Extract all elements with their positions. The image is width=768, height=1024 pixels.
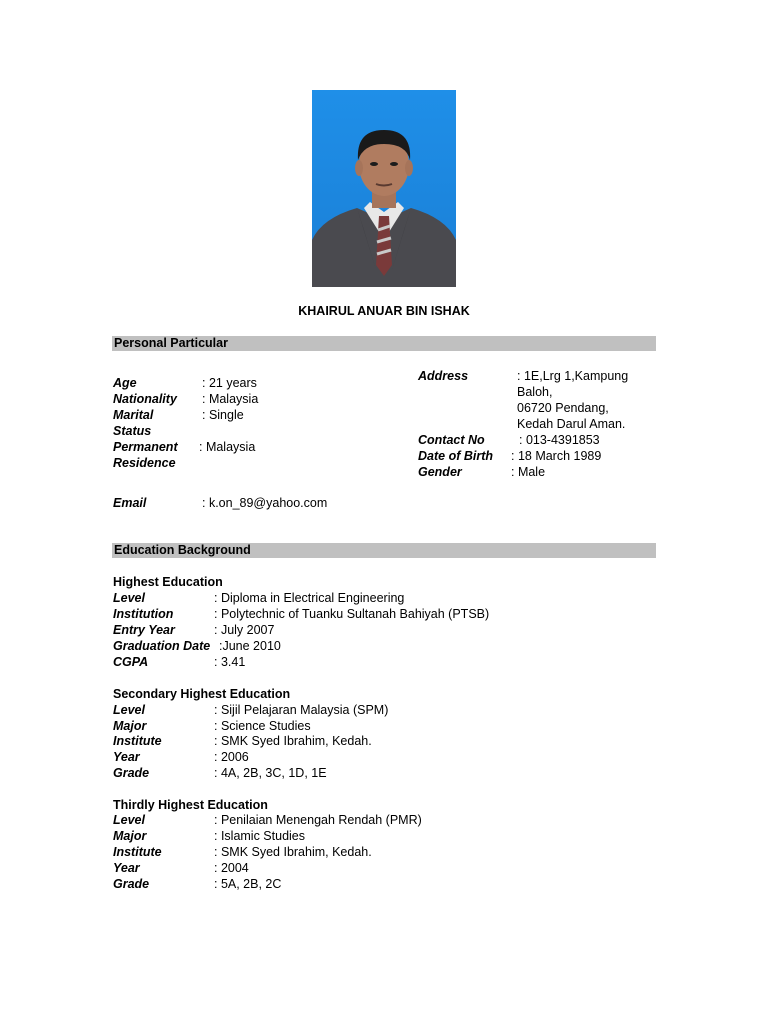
section-bar-personal (112, 336, 656, 351)
section-bar-education (112, 543, 656, 558)
marital-status-label: Marital (113, 408, 154, 422)
edu-row-label: Level (113, 703, 145, 717)
edu-row-value: : 2006 (214, 750, 249, 764)
edu-row-value: : SMK Syed Ibrahim, Kedah. (214, 734, 372, 748)
permanent-residence-value: : Malaysia (199, 440, 256, 454)
permanent-residence-label: Permanent (113, 440, 178, 454)
address-line: Baloh, (517, 385, 553, 399)
address-line: Kedah Darul Aman. (517, 417, 626, 431)
edu-row-label: Year (113, 750, 140, 764)
nationality-value: : Malaysia (202, 392, 259, 406)
section-heading-personal: Personal Particular (114, 336, 228, 350)
edu-row-value: : 2004 (214, 861, 249, 875)
contact-value: : 013-4391853 (519, 433, 600, 447)
edu-row-value: : Sijil Pelajaran Malaysia (SPM) (214, 703, 389, 717)
age-value: : 21 years (202, 376, 257, 390)
edu-row-label: Major (113, 719, 147, 733)
age-label: Age (113, 376, 137, 390)
edu-row-value: : SMK Syed Ibrahim, Kedah. (214, 845, 372, 859)
email-value: : k.on_89@yahoo.com (202, 496, 328, 510)
marital-status-label-line2: Status (113, 424, 152, 438)
edu-row-label: Major (113, 829, 147, 843)
gender-label: Gender (418, 465, 462, 479)
edu-row-label: Level (113, 591, 145, 605)
edu-row-label: Institution (113, 607, 174, 621)
dob-value: : 18 March 1989 (511, 449, 602, 463)
edu-row-label: Entry Year (113, 623, 175, 637)
address-label: Address (418, 369, 469, 383)
address-line: : 1E,Lrg 1,Kampung (517, 369, 629, 383)
edu-row-value: : Islamic Studies (214, 829, 306, 843)
edu-row-value: : 3.41 (214, 655, 246, 669)
edu-row-value: :June 2010 (219, 639, 281, 653)
address-line: 06720 Pendang, (517, 401, 609, 415)
contact-label: Contact No (418, 433, 485, 447)
edu-row-label: Graduation Date (113, 639, 211, 653)
highest-education-title: Highest Education (113, 575, 223, 589)
candidate-name: KHAIRUL ANUAR BIN ISHAK (298, 304, 470, 318)
edu-row-label: Institute (113, 734, 162, 748)
permanent-residence-label-line2: Residence (113, 456, 176, 470)
gender-value: : Male (511, 465, 546, 479)
secondary-education-title: Secondary Highest Education (113, 687, 291, 701)
edu-row-label: Year (113, 861, 140, 875)
edu-row-value: : Diploma in Electrical Engineering (214, 591, 405, 605)
edu-row-value: : 5A, 2B, 2C (214, 877, 282, 891)
dob-label: Date of Birth (418, 449, 493, 463)
section-heading-education: Education Background (114, 543, 251, 557)
profile-photo (312, 90, 456, 287)
nationality-label: Nationality (113, 392, 177, 406)
edu-row-value: : Penilaian Menengah Rendah (PMR) (214, 813, 422, 827)
marital-status-value: : Single (202, 408, 244, 422)
edu-row-label: Grade (113, 877, 150, 891)
edu-row-value: : 4A, 2B, 3C, 1D, 1E (214, 766, 327, 780)
edu-row-label: Grade (113, 766, 150, 780)
thirdly-education-title: Thirdly Highest Education (113, 798, 268, 812)
edu-row-value: : Science Studies (214, 719, 311, 733)
edu-row-value: : July 2007 (214, 623, 275, 637)
edu-row-label: CGPA (113, 655, 149, 669)
edu-row-value: : Polytechnic of Tuanku Sultanah Bahiyah (PTSB) (214, 607, 490, 621)
edu-row-label: Level (113, 813, 145, 827)
edu-row-label: Institute (113, 845, 162, 859)
email-label: Email (113, 496, 147, 510)
